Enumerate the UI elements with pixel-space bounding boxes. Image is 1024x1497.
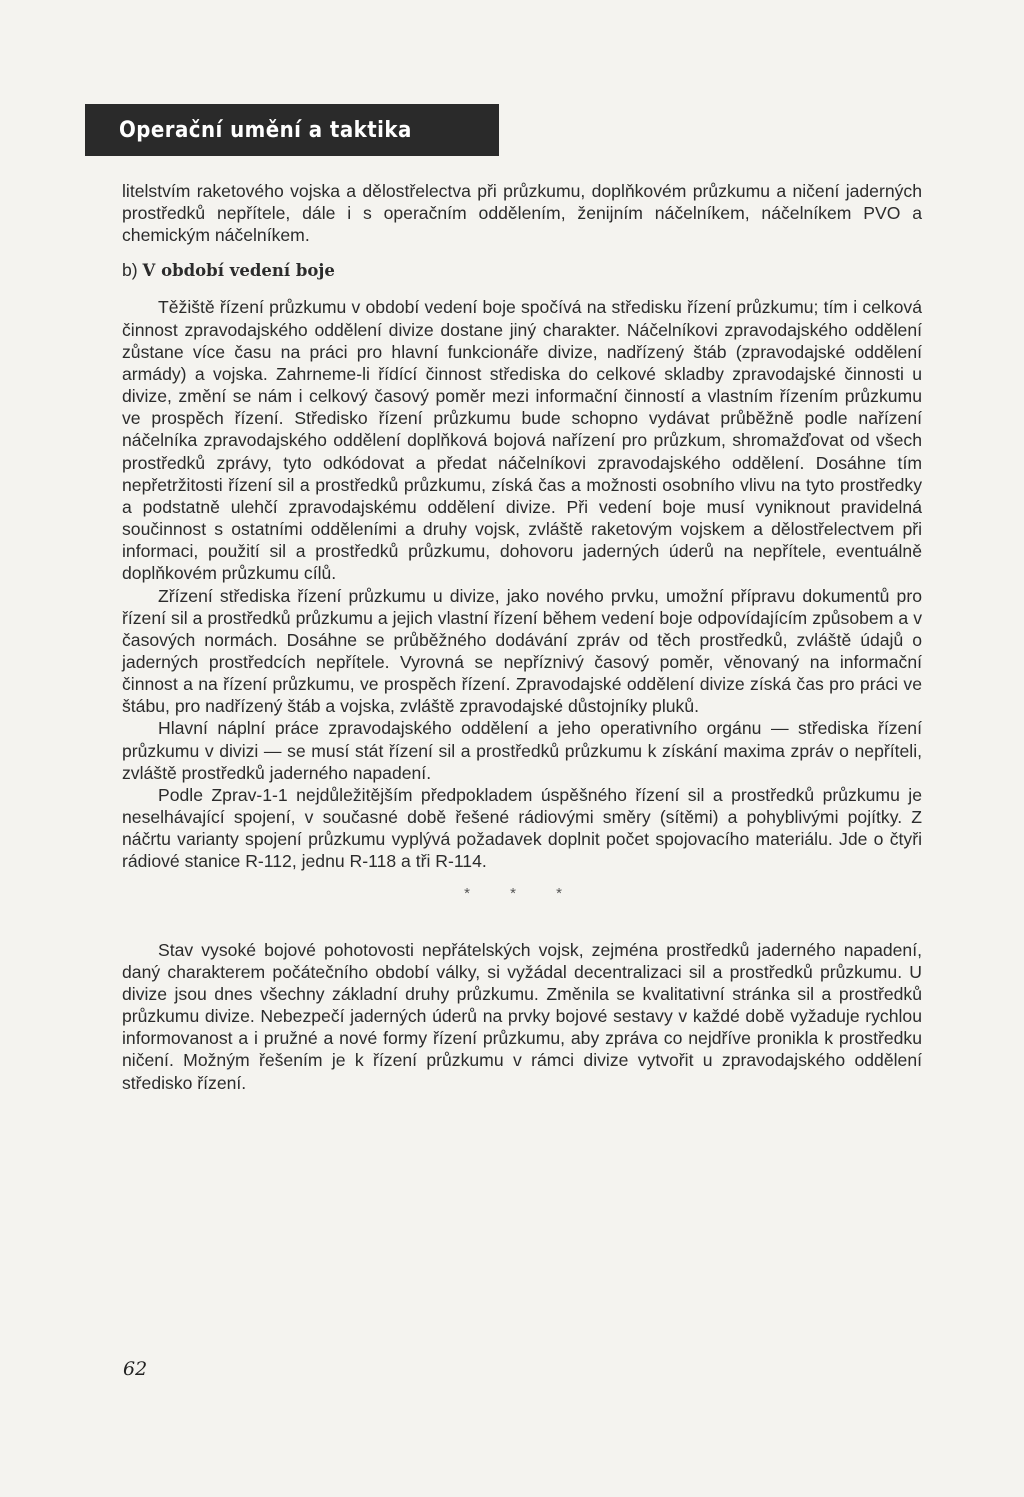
- section-header-bar: [85, 104, 499, 156]
- paragraph: Hlavní náplní práce zpravodajského oddělení a jeho operativního orgánu — střediska řízení průzkumu v divizi — se musí stát řízení sil a prostředků průzkumu k získání maxima zpráv o nepříteli, zvláště prostředků jaderného napadení.: [122, 718, 922, 783]
- paragraph: Těžiště řízení průzkumu v období vedení boje spočívá na středisku řízení průzkumu; tím i celková činnost zpravodajského oddělení divize dostane jiný charakter. Náčelníkovi zpravodajského oddělení zůstane více času na práci pro hlavní funkcionáře divize, nadřízený štáb (zpravodajské oddělení armády) a vojska. Zahrneme-li řídící činnost střediska do celkové skladby zpravodajské činnosti u divize, změní se nám i celkový časový poměr mezi informační činností a vlastním řízením průzkumu ve prospěch řízení. Středisko řízení průzkumu bude schopno vydávat průběžně podle nařízení náčelníka zpravodajského oddělení doplňková bojová nařízení pro průzkum, shromažďovat od všech prostředků zprávy, tyto odkódovat a předat náčelníkovi zpravodajského oddělení. Dosáhne tím nepřetržitosti řízení sil a prostředků průzkumu, získá čas a možnosti osobního vlivu na tyto prostředky a podstatně ulehčí zpravodajskému oddělení divize. Při vedení boje musí vyniknout pravidelná součinnost s ostatními odděleními a druhy vojsk, zvláště raketovým vojskem a dělostřelectvem při informaci, použití sil a prostředků průzkumu, dohovoru jaderných úderů na nepřítele, eventuálně doplňkovém průzkumu cílů.: [122, 297, 922, 584]
- paragraph: Zřízení střediska řízení průzkumu u divize, jako nového prvku, umožní přípravu dokumentů pro řízení sil a prostředků průzkumu a jejich vlastní řízení během vedení boje odpovídajícím způsobem a v časových normách. Dosáhne se průběžného dodávání zpráv od těch prostředků, zvláště údajů o jaderných prostředcích nepřítele. Vyrovná se nepříznivý časový poměr, věnovaný na informační činnost a na řízení průzkumu, ve prospěch řízení. Zpravodajské oddělení divize získá čas pro práci ve štábu, pro nadřízený štáb a vojska, zvláště zpravodajské důstojníky pluků.: [122, 585, 922, 717]
- page-number: 62: [123, 1358, 148, 1380]
- header-title: Operační umění a taktika: [119, 117, 412, 143]
- section-separator: * * *: [464, 884, 580, 902]
- section-letter: b): [122, 260, 138, 281]
- section-title: V období vedení boje: [142, 261, 335, 281]
- paragraph: Podle Zprav-1-1 nejdůležitějším předpokladem úspěšného řízení sil a prostředků průzkumu je neselhávající spojení, v současné době řešené rádiovými směry (sítěmi) a pohyblivými pojítky. Z náčrtu varianty spojení průzkumu vyplývá požadavek doplnit počet spojovacího materiálu. Jde o čtyři rádiové stanice R-112, jednu R-118 a tři R-114.: [122, 784, 922, 872]
- section-heading: [122, 259, 922, 282]
- closing-paragraph: Stav vysoké bojové pohotovosti nepřátelských vojsk, zejména prostředků jaderného napadení, daný charakterem počátečního období války, si vyžádal decentralizaci sil a prostředků průzkumu. U divize jsou dnes všechny základní druhy průzkumu. Změnila se kvalitativní stránka sil a prostředků průzkumu divize. Nebezpečí jaderných úderů na prvky bojové sestavy v každé době vyžaduje rychlou informovanost a i pružné a nové formy řízení průzkumu, aby zpráva co nejdříve pronikla k prostředku ničení. Možným řešením je k řízení průzkumu v rámci divize vytvořit u zpravodajského oddělení středisko řízení.: [122, 939, 922, 1093]
- body-text: [122, 180, 922, 1094]
- intro-paragraph: litelstvím raketového vojska a dělostřelectva při průzkumu, doplňkovém průzkumu a ničení jaderných prostředků nepřítele, dále i s operačním oddělením, ženijním náčelníkem, náčelníkem PVO a chemickým náčelníkem.: [122, 181, 922, 246]
